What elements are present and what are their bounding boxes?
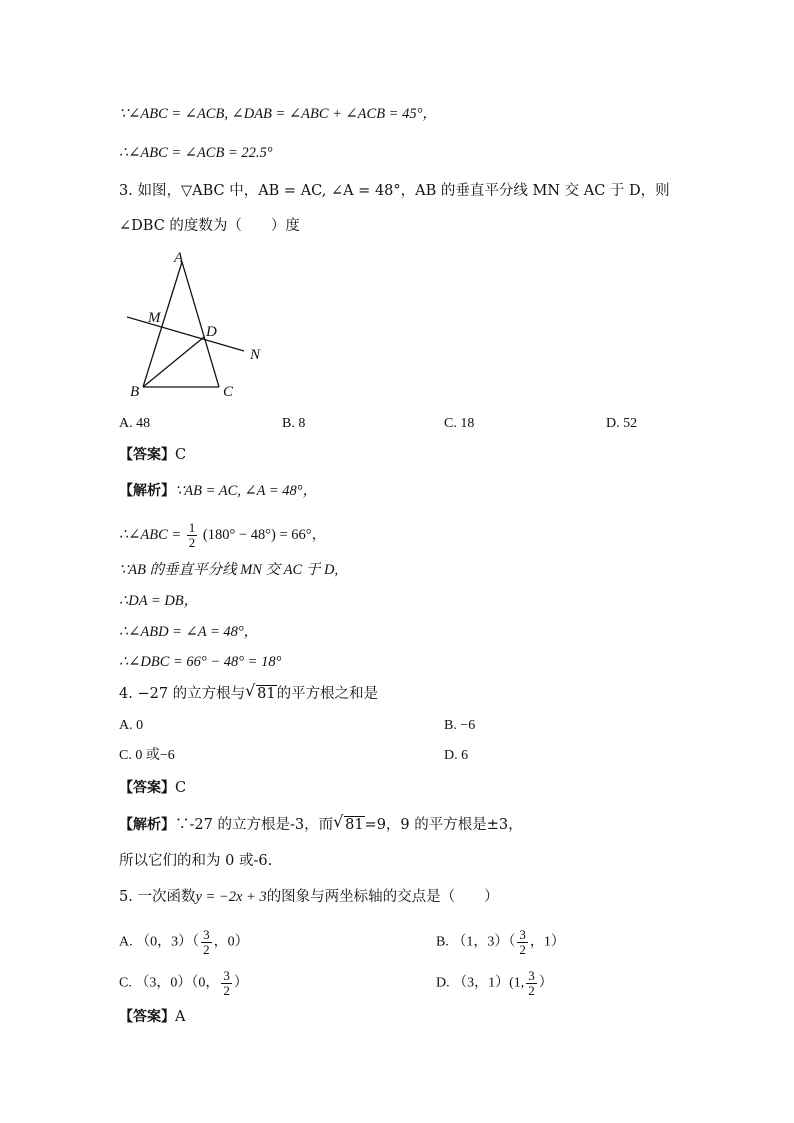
q4-option-d: D. 6	[444, 748, 469, 763]
analysis-tag: 【解析】	[119, 817, 175, 833]
q5-option-b: B. （1，3）（ $\frac{3}{2}$ ，1）	[436, 927, 565, 957]
q4-option-b: B. −6	[444, 718, 476, 733]
label-b: B	[130, 384, 140, 400]
sqrt-81: √ 81	[333, 812, 364, 833]
q3-option-a: A. 48	[119, 416, 151, 431]
solution-line-2: ∴∠ABC = ∠ACB = 22.5°	[119, 145, 273, 161]
q3-analysis-2: ∴∠ABC = $\frac{1}{2}$ (180° − 48°) = 66°，	[119, 520, 327, 550]
q3-option-b: B. 8	[282, 416, 306, 431]
q3-analysis-1: 【解析】∵AB = AC, ∠A = 48°，	[119, 483, 318, 499]
answer-tag: 【答案】	[119, 447, 175, 463]
q4-answer-value: C	[175, 780, 187, 796]
q4-option-c: C. 0 或−6	[119, 748, 175, 763]
question-3-stem: 3. 如图，▽ABC 中，AB = AC, ∠A = 48°，AB 的垂直平分线 MN 交 AC 于 D，则	[119, 183, 670, 199]
label-n: N	[250, 347, 261, 363]
q3-analysis-3: ∵AB 的垂直平分线 MN 交 AC 于 D,	[119, 562, 339, 578]
q4-analysis-1: 【解析】∵-27 的立方根是-3，而 √ 81=9，9 的平方根是±3，	[119, 812, 523, 833]
question-4-stem: 4. −27 的立方根与 √ 81的平方根之和是	[119, 681, 379, 702]
q3-option-d: D. 52	[606, 416, 638, 431]
q3-option-c: C. 18	[444, 416, 475, 431]
sqrt-81: √ 81	[245, 681, 276, 702]
answer-tag: 【答案】	[119, 1009, 175, 1025]
q3-answer-value: C	[175, 447, 187, 463]
q5-option-d: D. （3，1）(1, $\frac{3}{2}$ ）	[436, 968, 553, 998]
function-expression: y = −2x + 3	[195, 889, 267, 905]
question-5-stem: 5. 一次函数y = −2x + 3的图象与两坐标轴的交点是（ ）	[119, 889, 499, 905]
triangle-figure	[120, 245, 280, 405]
q3-analysis-4: ∴DA = DB，	[119, 593, 199, 609]
question-3-stem-cont: ∠DBC 的度数为（ ）度	[119, 218, 300, 234]
label-m: M	[148, 310, 161, 326]
q4-analysis-2: 所以它们的和为 0 或-6.	[119, 853, 273, 869]
analysis-tag: 【解析】	[119, 483, 175, 499]
q5-answer	[119, 1007, 185, 1027]
line-mn	[127, 317, 244, 351]
q5-option-a: A. （0，3）（ $\frac{3}{2}$ ，0）	[119, 927, 249, 957]
q5-answer-value: A	[175, 1009, 186, 1025]
label-d: D	[206, 324, 217, 340]
q3-analysis-6: ∴∠DBC = 66° − 48° = 18°	[119, 654, 282, 670]
q3-analysis-5: ∴∠ABD = ∠A = 48°，	[119, 624, 259, 640]
label-c: C	[223, 384, 234, 400]
q4-answer	[119, 778, 186, 798]
label-a: A	[174, 250, 184, 266]
answer-tag: 【答案】	[119, 780, 175, 796]
solution-line-1: ∵∠ABC = ∠ACB, ∠DAB = ∠ABC + ∠ACB = 45°，	[119, 106, 437, 122]
fraction-half: $\frac{1}{2}$	[188, 520, 196, 550]
segment-bd	[143, 337, 204, 387]
q5-option-c: C. （3，0）（0， $\frac{3}{2}$ ）	[119, 968, 248, 998]
q4-option-a: A. 0	[119, 718, 144, 733]
q3-answer	[119, 445, 186, 465]
